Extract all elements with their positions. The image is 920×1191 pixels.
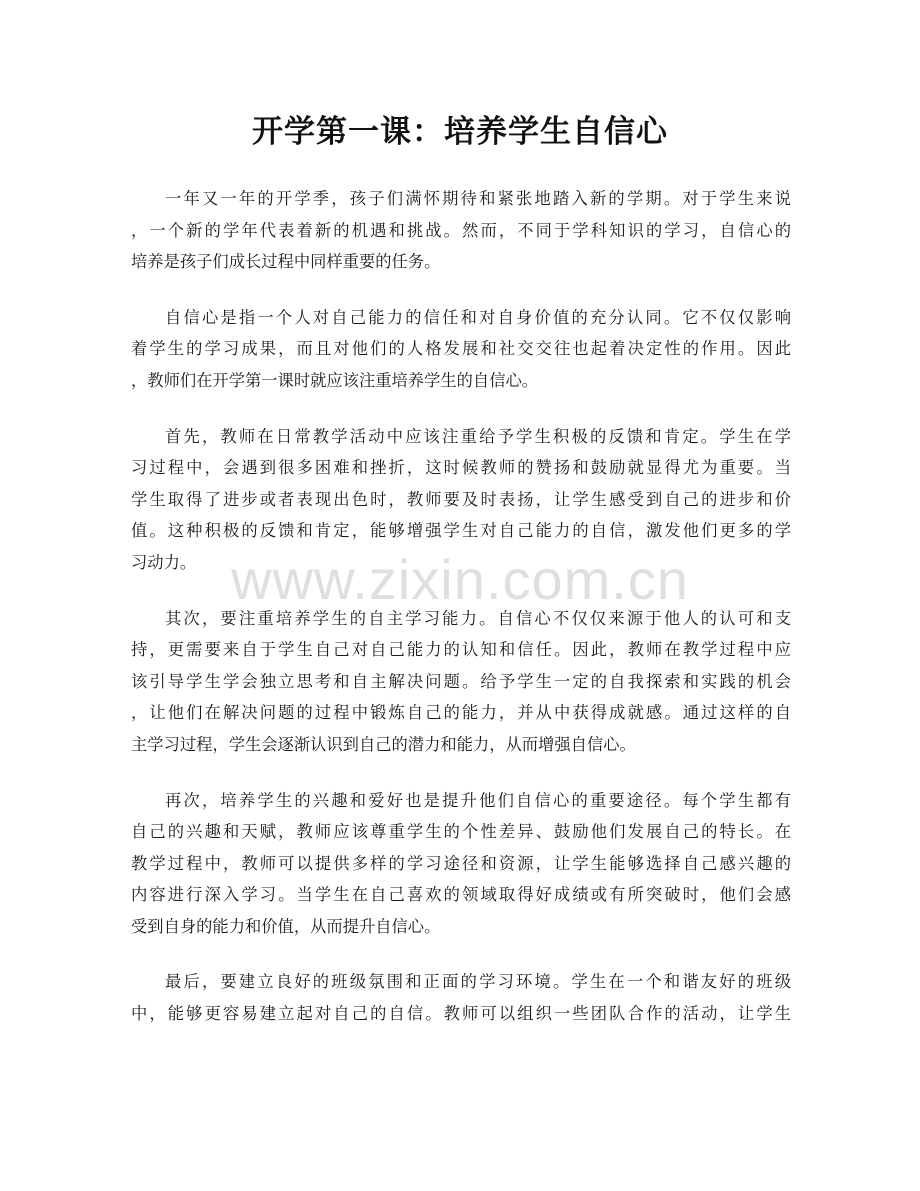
paragraph [131,302,791,397]
paragraph-line: 该引导学生学会独立思考和自主解决问题。给予学生一定的自我探索和实践的机会 [131,671,791,691]
paragraph-line: ，让他们在解决问题的过程中锻炼自己的能力，并从中获得成就感。通过这样的自 [131,703,791,723]
paragraph-line: 中，能够更容易建立起对自己的自信。教师可以组织一些团队合作的活动，让学生 [131,1004,791,1024]
paragraph-line: 一年又一年的开学季，孩子们满怀期待和紧张地踏入新的学期。对于学生来说 [165,189,791,208]
paragraph [131,966,791,1029]
paragraph-line: 最后，要建立良好的班级氛围和正面的学习环境。学生在一个和谐友好的班级 [165,972,791,992]
paragraph-line: 其次，要注重培养学生的自主学习能力。自信心不仅仅来源于他人的认可和支 [165,608,791,628]
paragraph-line: 习动力。 [131,552,197,572]
paragraph-line: 习过程中，会遇到很多困难和挫折，这时候教师的赞扬和鼓励就显得尤为重要。当 [131,458,791,478]
watermark: www.zixin.com.cn [231,548,689,611]
paragraph-line: ，教师们在开学第一课时就应该注重培养学生的自信心。 [131,370,539,390]
paragraph-line: 自己的兴趣和天赋，教师应该尊重学生的个性差异、鼓励他们发展自己的特长。在 [131,822,791,842]
paragraph-line: 受到自身的能力和价值，从而提升自信心。 [131,916,441,936]
paragraph [131,603,791,761]
paragraph-line: 着学生的学习成果，而且对他们的人格发展和社交交往也起着决定性的作用。因此 [131,339,791,359]
paragraph-line: 主学习过程，学生会逐渐认识到自己的潜力和能力，从而增强自信心。 [131,734,636,754]
document-title: 开学第一课：培养学生自信心 [252,114,668,150]
paragraph [131,421,791,579]
paragraph [131,183,791,278]
paragraph-line: ，一个新的学年代表着新的机遇和挑战。然而，不同于学科知识的学习，自信心的 [131,220,791,240]
paragraph-line: 教学过程中，教师可以提供多样的学习途径和资源，让学生能够选择自己感兴趣的 [131,853,791,873]
paragraph [131,785,791,943]
document-body [131,183,791,1054]
paragraph-line: 值。这种积极的反馈和肯定，能够增强学生对自己能力的自信，激发他们更多的学 [131,521,791,541]
paragraph-line: 自信心是指一个人对自己能力的信任和对自身价值的充分认同。它不仅仅影响 [165,307,791,327]
paragraph-line: 培养是孩子们成长过程中同样重要的任务。 [131,252,441,272]
paragraph-line: 学生取得了进步或者表现出色时，教师要及时表扬，让学生感受到自己的进步和价 [131,489,791,509]
paragraph-line: 内容进行深入学习。当学生在自己喜欢的领域取得好成绩或有所突破时，他们会感 [131,885,791,905]
paragraph-line: 持，更需要来自于学生自己对自己能力的认知和信任。因此，教师在教学过程中应 [131,640,791,660]
paragraph-line: 首先，教师在日常教学活动中应该注重给予学生积极的反馈和肯定。学生在学 [165,426,791,446]
paragraph-line: 再次，培养学生的兴趣和爱好也是提升他们自信心的重要途径。每个学生都有 [165,790,791,810]
